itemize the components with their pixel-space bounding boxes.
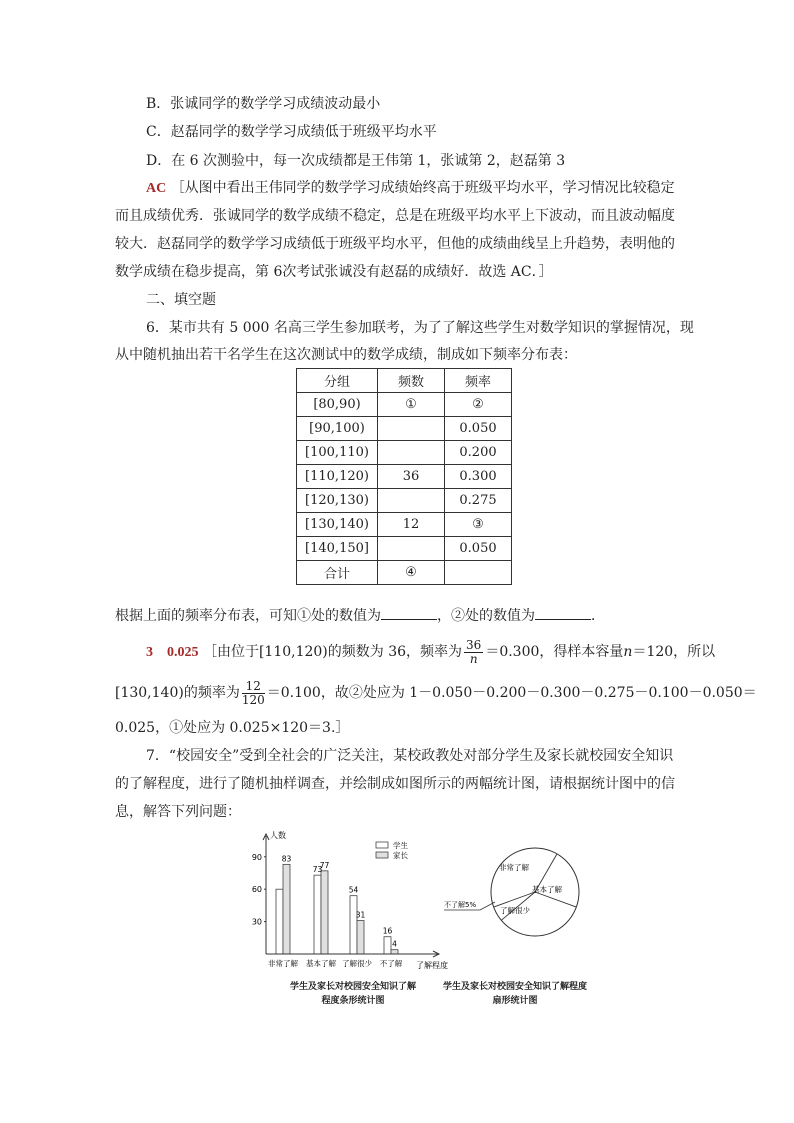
q5-answer: AC xyxy=(146,181,167,196)
table-cell: 合计 xyxy=(297,561,378,585)
bar-chart-caption xyxy=(258,980,448,1008)
q5-explanation-line4: 数学成绩在稳步提高，第 6次考试张诚没有赵磊的成绩好．故选 AC．］ xyxy=(115,264,553,280)
table-cell: 0.275 xyxy=(445,489,512,513)
fraction xyxy=(464,639,483,666)
q5-explanation-text: ［从图中看出王伟同学的数学学习成绩始终高于班级平均水平，学习情况比较稳定 xyxy=(170,180,675,196)
table-row xyxy=(297,513,512,537)
q6-question-text: 根据上面的频率分布表，可知①处的数值为 xyxy=(115,608,381,624)
q6-stem-line1: 6．某市共有 5 000 名高三学生参加联考，为了了解这些学生对数学知识的掌握情况，现 xyxy=(146,320,694,336)
q7-stem-line1: 7．“校园安全”受到全社会的广泛关注，某校政教处对部分学生及家长就校园安全知识 xyxy=(146,748,674,764)
frequency-table xyxy=(296,368,512,585)
table-cell xyxy=(378,489,445,513)
fraction xyxy=(242,680,265,707)
legend-swatch xyxy=(376,842,388,848)
bar-家长 xyxy=(391,950,398,954)
q6-solution-line2 xyxy=(115,674,757,712)
legend-label: 学生 xyxy=(393,841,408,850)
bar-chart xyxy=(238,826,463,976)
data-label: 31 xyxy=(355,910,366,920)
q5-explanation-line3: 较大．赵磊同学的数学学习成绩低于班级平均水平，但他的成绩曲线呈上升趋势，表明他的 xyxy=(115,236,675,252)
table-cell: [80,90) xyxy=(297,393,378,417)
y-axis-label: 人数 xyxy=(270,831,286,840)
legend-label: 家长 xyxy=(393,851,408,860)
bar-家长 xyxy=(283,864,290,954)
table-cell: 0.050 xyxy=(445,417,512,441)
table-cell: [100,110) xyxy=(297,441,378,465)
y-tick-label: 60 xyxy=(251,885,262,895)
table-cell: ① xyxy=(378,393,445,417)
legend-swatch xyxy=(376,852,388,858)
caption-line: 学生及家长对校园安全知识了解 xyxy=(289,982,416,992)
pie-slice-label: 非常了解 xyxy=(499,863,529,872)
q6-stem-line2: 从中随机抽出若干名学生在这次测试中的数学成绩，制成如下频率分布表： xyxy=(115,347,577,363)
bar-学生 xyxy=(384,937,391,954)
q6-solution-text: ＝0.100，故②处应为 1－0.050－0.200－0.300－0.275－0.100－0.050＝ xyxy=(266,685,757,701)
option-d: D．在 6 次测验中，每一次成绩都是王伟第 1，张诚第 2，赵磊第 3 xyxy=(146,153,566,169)
table-row xyxy=(297,489,512,513)
x-tick-label: 基本了解 xyxy=(306,959,336,968)
option-c: C．赵磊同学的数学学习成绩低于班级平均水平 xyxy=(146,124,437,140)
table-row xyxy=(297,537,512,561)
bar-家长 xyxy=(321,871,328,954)
table-cell: 0.300 xyxy=(445,465,512,489)
q6-question-text: ，②处的数值为 xyxy=(437,608,535,624)
pie-slice-label: 基本了解 xyxy=(532,885,562,894)
pie-chart xyxy=(440,840,585,950)
option-b: B．张诚同学的数学学习成绩波动最小 xyxy=(146,96,381,112)
x-tick-label: 不了解 xyxy=(379,959,403,968)
bar-学生 xyxy=(276,889,283,954)
table-cell: 12 xyxy=(378,513,445,537)
data-label: 4 xyxy=(392,939,397,949)
table-cell xyxy=(378,417,445,441)
y-tick-label: 90 xyxy=(251,852,262,862)
table-row xyxy=(297,561,512,585)
q5-explanation-line1 xyxy=(146,178,675,199)
q7-stem-line2: 的了解程度，进行了随机抽样调查，并绘制成如图所示的两幅统计图，请根据统计图中的信 xyxy=(115,776,675,792)
data-label: 16 xyxy=(382,926,393,936)
table-row xyxy=(297,441,512,465)
table-cell: [110,120) xyxy=(297,465,378,489)
q6-question xyxy=(115,605,605,626)
fraction-numerator: 12 xyxy=(242,680,265,694)
table-header: 分组 xyxy=(297,369,378,393)
q6-answer: 3 0.025 xyxy=(146,645,199,660)
q6-solution-line3: 0.025，①处应为 0.025×120＝3.］ xyxy=(115,720,350,736)
bar-家长 xyxy=(357,921,364,954)
table-cell: 0.050 xyxy=(445,537,512,561)
table-header: 频数 xyxy=(378,369,445,393)
data-label: 54 xyxy=(348,885,359,895)
table-header-row xyxy=(297,369,512,393)
table-row xyxy=(297,393,512,417)
table-cell: ② xyxy=(445,393,512,417)
x-tick-label: 非常了解 xyxy=(268,959,298,968)
table-cell: ④ xyxy=(378,561,445,585)
x-axis-label: 了解程度 xyxy=(416,961,448,970)
q6-question-text: ． xyxy=(591,608,605,624)
fraction-numerator: 36 xyxy=(466,637,482,652)
pie-slice-label: 不了解5% xyxy=(444,901,477,909)
q6-solution-line1 xyxy=(146,633,715,671)
table-row xyxy=(297,465,512,489)
q6-solution-text: ［由位于[110,120)的频数为 36，频率为 xyxy=(202,644,463,660)
table-row xyxy=(297,417,512,441)
q5-explanation-line2: 而且成绩优秀．张诚同学的数学成绩不稳定，总是在班级平均水平上下波动，而且波动幅度 xyxy=(115,208,675,224)
data-label: 73 xyxy=(312,865,323,875)
table-cell: [90,100) xyxy=(297,417,378,441)
table-cell: 36 xyxy=(378,465,445,489)
fraction-denominator: n xyxy=(469,651,478,666)
q6-solution-text: ＝0.300，得样本容量 xyxy=(485,644,624,660)
fraction-denominator: 120 xyxy=(241,692,265,707)
table-cell: [120,130) xyxy=(297,489,378,513)
q6-solution-text: [130,140)的频率为 xyxy=(115,685,240,701)
x-tick-label: 了解很少 xyxy=(342,959,372,968)
table-cell xyxy=(378,537,445,561)
bar-学生 xyxy=(314,875,321,954)
bar-学生 xyxy=(350,896,357,954)
caption-line: 程度条形统计图 xyxy=(321,996,385,1006)
q7-stem-line3: 息，解答下列问题： xyxy=(115,804,241,820)
y-tick-label: 30 xyxy=(251,917,262,927)
data-label: 77 xyxy=(319,860,330,870)
blank-1[interactable] xyxy=(381,605,437,620)
pie-chart-caption: 学生及家长对校园安全知识了解程度扇形统计图 xyxy=(442,982,587,1006)
table-cell xyxy=(378,441,445,465)
table-cell: [130,140) xyxy=(297,513,378,537)
pie-slice-label: 了解很少 xyxy=(500,906,530,915)
table-cell xyxy=(445,561,512,585)
blank-2[interactable] xyxy=(535,605,591,620)
variable-n: n xyxy=(623,644,633,660)
table-cell: 0.200 xyxy=(445,441,512,465)
table-cell: ③ xyxy=(445,513,512,537)
table-header: 频率 xyxy=(445,369,512,393)
data-label: 83 xyxy=(281,854,292,864)
table-cell: [140,150] xyxy=(297,537,378,561)
section-heading: 二、填空题 xyxy=(146,292,216,308)
q6-solution-text: ＝120，所以 xyxy=(632,644,716,660)
